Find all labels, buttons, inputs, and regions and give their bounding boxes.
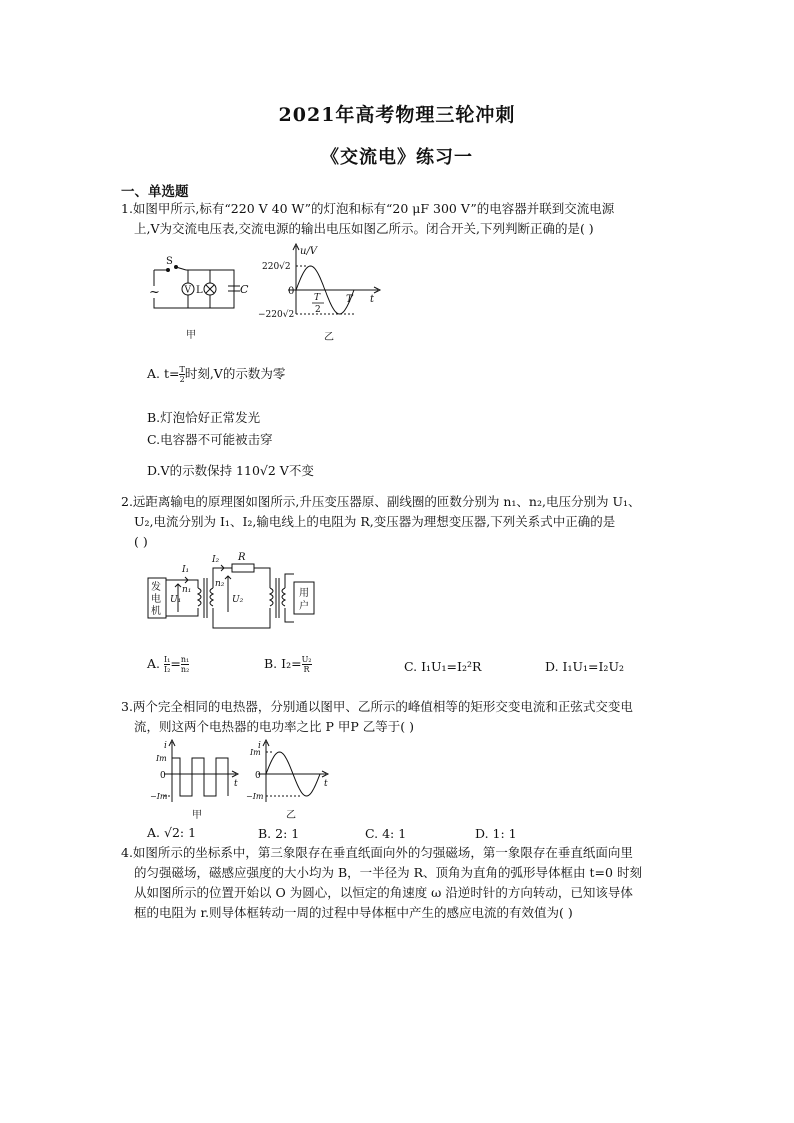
question-3-line-2: 流，则这两个电热器的电功率之比 P 甲P 乙等于( ) [134,719,414,734]
q2-option-b-prefix: B. I₂= [264,656,302,671]
q3-sine-wave-graph [246,738,336,822]
q3-jia-im: Im [156,754,167,763]
q2-option-b-fraction [302,655,312,674]
q3-yi-im: Im [250,748,261,757]
q1-option-c[interactable]: C.电容器不可能被击穿 [147,432,273,447]
q3-option-c[interactable]: C. 4: 1 [365,826,407,841]
question-1 [121,199,701,239]
section-heading: 一、单选题 [121,184,189,200]
question-4-line-1: 4.如图所示的坐标系中，第三象限存在垂直纸面向外的匀强磁场，第一象限存在垂直纸面向里 [121,845,633,860]
q3-yi-t: t [324,779,328,789]
q1-option-a-den: 2 [179,375,185,384]
question-4-line-4: 框的电阻为 r.则导体框转动一周的过程中导体框中产生的感应电流的有效值为( ) [134,905,573,920]
q2-generator-char-2: 电 [151,594,161,605]
q1-half-period-num: T [314,293,321,303]
question-3 [121,697,701,737]
q3-figure-jia: 甲 [192,810,202,821]
q2-u1-label: U₁ [170,595,182,605]
q3-square-wave-graph [146,738,246,822]
q2-option-b-den: R [303,665,310,674]
q2-generator-char-3: 机 [151,606,161,617]
question-2-line-2: U₂,电流分别为 I₁、I₂,输电线上的电阻为 R,变压器为理想变压器,下列关系式中正确的是 [134,514,616,529]
page-subtitle: 《交流电》练习一 [321,147,473,168]
page-title: 2021年高考物理三轮冲刺 [278,104,516,126]
q3-option-a[interactable]: A. √2: 1 [147,825,197,840]
q3-yi-i-axis: i [258,741,261,751]
q1-switch-label: S [166,256,173,267]
q1-half-period-den: 2 [315,305,321,315]
q1-figure-yi: 乙 [324,332,334,343]
q2-r-label: R [238,552,246,563]
q1-u-max-label: 220√2 [262,262,291,272]
q1-capacitor-label: C [240,283,249,296]
q2-i2-label: I₂ [212,555,220,565]
q1-lamp-label: L [196,285,203,296]
q2-i1-label: I₁ [182,565,190,575]
q2-option-a-equals: = [170,656,181,671]
q1-u-axis-label: u/V [300,246,318,257]
question-2 [121,492,701,552]
q1-option-a-num: T [179,365,185,374]
q2-n1-label: n₁ [182,585,192,595]
q2-option-a-f2-den: n₂ [180,665,190,674]
q2-u2-label: U₂ [232,595,244,605]
q3-jia-zero: 0 [160,771,166,781]
q1-t-axis-label: t [370,294,375,305]
q1-option-a-prefix: A. t= [147,366,180,381]
question-2-line-3: ( ) [134,534,148,549]
q1-figure-jia: 甲 [186,330,196,341]
question-4 [121,843,701,923]
question-2-line-1: 2.远距离输电的原理图如图所示,升压变压器原、副线圈的匝数分别为 n₁、n₂,电压分别为 U₁、 [121,494,641,509]
q2-option-a-f1-num: I₁ [163,655,171,664]
q1-option-a[interactable] [147,364,285,384]
q2-option-a[interactable] [147,655,189,674]
q2-option-b[interactable] [264,655,312,674]
q2-transmission-diagram [142,550,332,634]
question-1-line-1: 1.如图甲所示,标有“220 V 40 W”的灯泡和标有“20 μF 300 V”的电容器并联到交流电源 [121,201,615,216]
q1-option-d[interactable]: D.V的示数保持 110√2 V不变 [147,463,314,478]
q2-option-a-prefix: A. [147,656,164,671]
q3-option-d[interactable]: D. 1: 1 [475,826,517,841]
q2-option-b-num: U₂ [301,655,312,664]
question-4-line-3: 从如图所示的位置开始以 O 为圆心，以恒定的角速度 ω 沿逆时针的方向转动，已知该导体 [134,885,633,900]
q1-circuit-figure [140,248,250,348]
q1-source-symbol: ~ [149,285,160,300]
q2-option-d[interactable]: D. I₁U₁=I₂U₂ [545,659,624,674]
q1-u-min-label: −220√2 [258,310,295,320]
q3-option-b[interactable]: B. 2: 1 [258,826,300,841]
q3-yi-neg-im: −Im [246,792,264,801]
q3-jia-neg-im: −Im [150,792,168,801]
q3-jia-t: t [234,779,238,789]
q1-option-a-text: 时刻,V的示数为零 [184,366,286,381]
q2-user-char-1: 用 [299,588,309,599]
q3-yi-zero: 0 [255,771,261,781]
q2-option-a-fraction-2 [181,655,189,674]
q2-option-a-f2-num: n₁ [180,655,190,664]
question-3-line-1: 3.两个完全相同的电热器，分别通以图甲、乙所示的峰值相等的矩形交变电流和正弦式交变电 [121,699,633,714]
question-1-line-2: 上,V为交流电压表,交流电源的输出电压如图乙所示。闭合开关,下列判断正确的是( ) [134,221,594,236]
q1-period-label: T [346,294,353,305]
q2-option-c[interactable]: C. I₁U₁=I₂²R [404,659,482,674]
question-4-line-2: 的匀强磁场，磁感应强度的大小均为 B，一半径为 R、顶角为直角的弧形导体框由 t=0 时刻 [134,865,642,880]
q1-option-b[interactable]: B.灯泡恰好正常发光 [147,410,261,425]
q1-voltage-graph [258,242,388,346]
q3-figure-yi: 乙 [286,810,296,821]
q1-origin-label: 0 [288,286,295,297]
q3-jia-i-axis: i [164,741,167,751]
q2-user-char-2: 户 [299,601,309,612]
q2-generator-char-1: 发 [151,582,161,593]
q1-voltmeter-label: V [184,285,191,296]
q2-option-a-f1-den: I₂ [163,665,171,674]
q2-n2-label: n₂ [215,579,225,589]
